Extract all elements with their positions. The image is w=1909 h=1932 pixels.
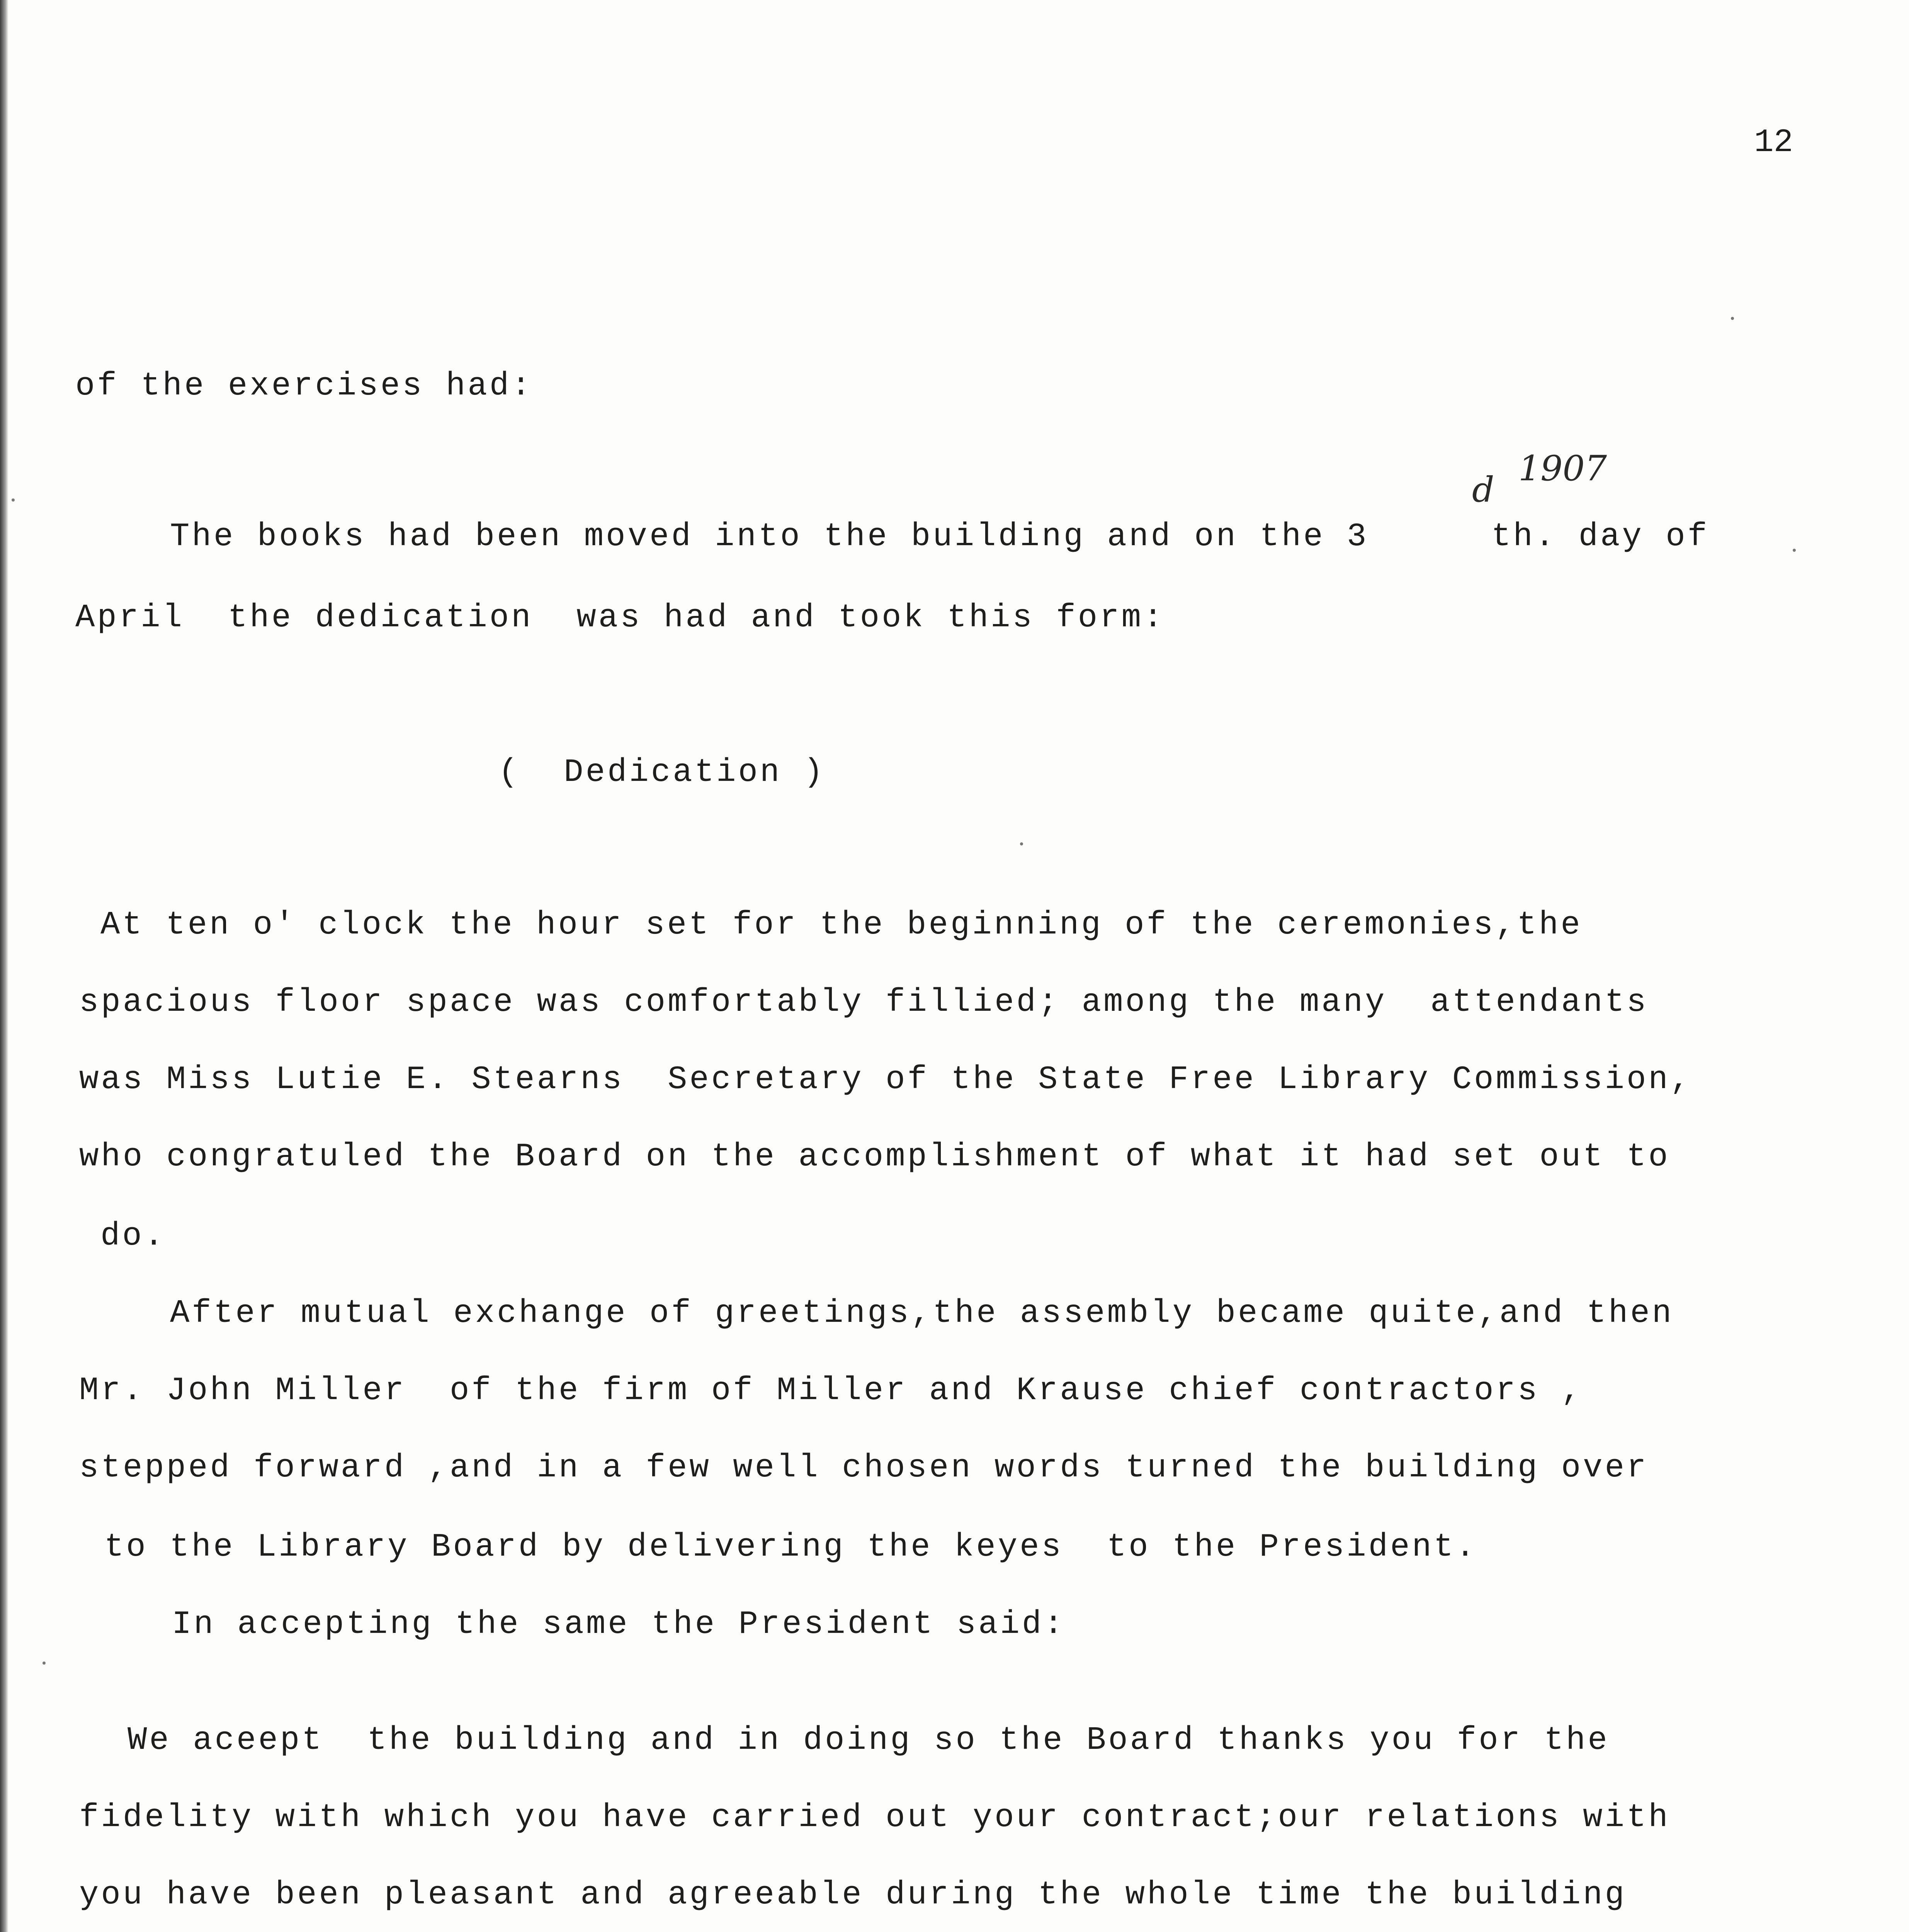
- scan-edge-shadow: [0, 0, 8, 1932]
- text-line: stepped forward ,and in a few well chosen words turned the building over: [79, 1450, 1649, 1486]
- text-line: In accepting the same the President said:: [172, 1606, 1066, 1643]
- text-line: was Miss Lutie E. Stearns Secretary of the State Free Library Commission,: [79, 1061, 1692, 1098]
- scan-speck: [42, 1662, 46, 1665]
- text-line: spacious floor space was comfortably fillied; among the many attendants: [79, 984, 1649, 1021]
- scan-speck: [12, 498, 15, 502]
- scan-speck: [1020, 842, 1023, 845]
- handwritten-year: 1907: [1518, 448, 1607, 489]
- text-line: who congratuled the Board on the accomplishment of what it had set out to: [79, 1139, 1670, 1175]
- handwritten-ordinal: d: [1472, 469, 1494, 510]
- text-line: After mutual exchange of greetings,the assembly became quite,and then: [170, 1295, 1674, 1332]
- text-line: The books had been moved into the building and on the 3: [170, 519, 1369, 555]
- scan-speck: [1731, 317, 1734, 320]
- text-line: April the dedication was had and took this form:: [75, 600, 1165, 636]
- text-line: Mr. John Miller of the firm of Miller and Krause chief contractors ,: [79, 1372, 1583, 1409]
- text-line: fidelity with which you have carried out your contract;our relations with: [79, 1799, 1670, 1836]
- text-line: We aceept the building and in doing so the Board thanks you for the: [127, 1722, 1610, 1759]
- text-line: to the Library Board by delivering the keyes to the President.: [104, 1529, 1477, 1566]
- text-line: you have been pleasant and agreeable during the whole time the building: [79, 1877, 1627, 1913]
- section-heading-dedication: ( Dedication ): [498, 754, 826, 791]
- text-line: At ten o' clock the hour set for the beginning of the ceremonies,the: [100, 907, 1583, 944]
- scan-speck: [1793, 549, 1796, 552]
- text-line: of the exercises had:: [75, 368, 533, 405]
- text-line: do.: [100, 1218, 166, 1255]
- page-number: 12: [1754, 124, 1793, 161]
- text-line: th. day of: [1491, 519, 1710, 555]
